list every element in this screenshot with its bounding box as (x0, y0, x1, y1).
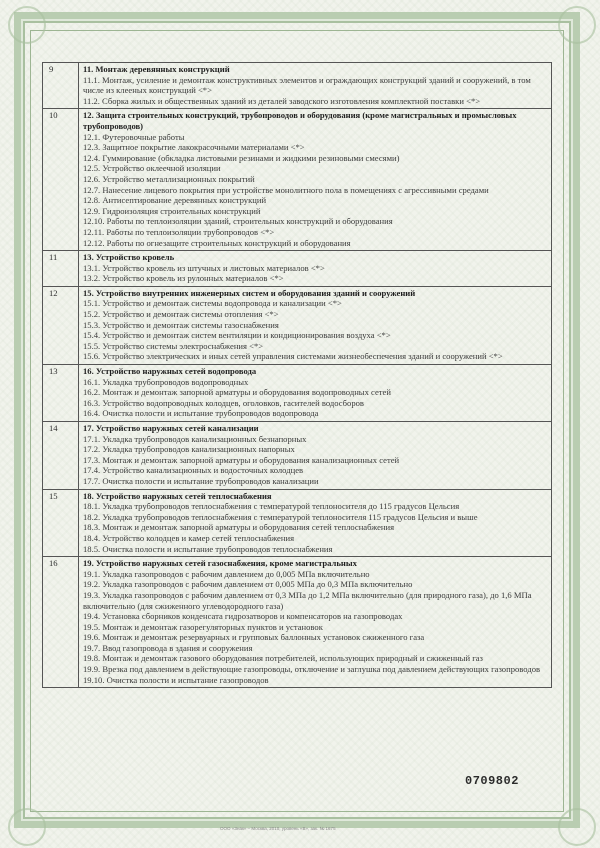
work-item: 12.9. Гидроизоляция строительных конструкций (83, 205, 261, 216)
work-item: 18.5. Очистка полости и испытание трубопроводов теплоснабжения (83, 543, 333, 554)
work-item: 19.8. Монтаж и демонтаж газового оборудования потребителей, использующих природный и сжиженный газ (83, 653, 483, 664)
work-item: 16.4. Очистка полости и испытание трубопроводов водопровода (83, 408, 319, 419)
work-item: 19.5. Монтаж и демонтаж газорегуляторных пунктов и установок (83, 621, 323, 632)
work-item: 18.2. Укладка трубопроводов теплоснабжения с температурой теплоносителя 115 градусов Цельсия и выше (83, 511, 478, 522)
work-item: 12.4. Гуммирование (обкладка листовыми резинами и жидкими резиновыми смесями) (83, 152, 400, 163)
row-content (79, 489, 552, 557)
table-row (43, 251, 552, 287)
row-content (79, 63, 552, 109)
row-content (79, 422, 552, 490)
work-item: 17.7. Очистка полости и испытание трубопроводов канализации (83, 475, 319, 486)
table-row (43, 365, 552, 422)
section-title: 19. Устройство наружных сетей газоснабжения, кроме магистральных (83, 558, 357, 569)
work-item: 15.3. Устройство и демонтаж системы газоснабжения (83, 319, 279, 330)
work-item: 16.2. Монтаж и демонтаж запорной арматуры и оборудования водопроводных сетей (83, 387, 391, 398)
row-number: 13 (43, 365, 79, 422)
work-item: 13.1. Устройство кровель из штучных и листовых материалов <*> (83, 262, 325, 273)
section-title: 11. Монтаж деревянных конструкций (83, 64, 230, 74)
section-title: 13. Устройство кровель (83, 252, 175, 263)
work-item: 12.12. Работы по огнезащите строительных конструкций и оборудования (83, 237, 351, 248)
work-item: 18.4. Устройство колодцев и камер сетей теплоснабжения (83, 532, 295, 543)
table-row (43, 109, 552, 251)
table-row (43, 286, 552, 364)
row-number: 16 (43, 557, 79, 688)
work-item: 16.3. Устройство водопроводных колодцев, оголовков, гасителей водосборов (83, 397, 364, 408)
section-title: 15. Устройство внутренних инженерных систем и оборудования зданий и сооружений (83, 287, 416, 298)
work-item: 11.1. Монтаж, усиление и демонтаж конструктивных элементов и ограждающих конструкций зданий и сооружений, в том числе из клееных конструкций <*> (83, 74, 531, 96)
work-item: 15.5. Устройство системы электроснабжения <*> (83, 340, 264, 351)
works-table (42, 62, 552, 688)
work-item: 12.10. Работы по теплоизоляции зданий, строительных конструкций и оборудования (83, 216, 393, 227)
work-item: 19.2. Укладка газопроводов с рабочим давлением от 0,005 МПа до 0,3 МПа включительно (83, 579, 413, 590)
work-item: 17.2. Укладка трубопроводов канализационных напорных (83, 444, 295, 455)
work-item: 12.8. Антисептирование деревянных конструкций (83, 195, 267, 206)
work-item: 16.1. Укладка трубопроводов водопроводных (83, 376, 249, 387)
table-row (43, 489, 552, 557)
work-item: 19.7. Ввод газопровода в здания и сооружения (83, 642, 253, 653)
work-item: 12.11. Работы по теплоизоляции трубопроводов <*> (83, 226, 275, 237)
corner-ornament (8, 808, 46, 846)
work-item: 19.10. Очистка полости и испытание газопроводов (83, 674, 269, 685)
work-item: 12.6. Устройство металлизационных покрытий (83, 173, 255, 184)
table-row (43, 557, 552, 688)
corner-ornament (558, 808, 596, 846)
work-item: 15.6. Устройство электрических и иных сетей управления системами жизнеобеспечения зданий и сооружений <*> (83, 351, 503, 362)
printer-footer: ООО «Знак» – Москва, 2010, уровень «B», зак. № 1675 (220, 826, 336, 831)
serial-number: 0709802 (465, 774, 519, 788)
work-item: 12.1. Футеровочные работы (83, 131, 185, 142)
row-number: 10 (43, 109, 79, 251)
work-item: 19.1. Укладка газопроводов с рабочим давлением до 0,005 МПа включительно (83, 568, 370, 579)
work-item: 19.9. Врезка под давлением в действующие газопроводы, отключение и заглушка под давлением действующих газопроводов (83, 664, 541, 675)
row-number: 12 (43, 286, 79, 364)
table-row (43, 63, 552, 109)
work-item: 11.2. Сборка жилых и общественных зданий из деталей заводского изготовления комплектной поставки <*> (83, 95, 481, 106)
row-content (79, 251, 552, 287)
row-content (79, 365, 552, 422)
section-title: 17. Устройство наружных сетей канализации (83, 423, 259, 433)
work-item: 19.6. Монтаж и демонтаж резервуарных и групповых баллонных установок сжиженного газа (83, 632, 425, 643)
work-item: 12.5. Устройство оклеечной изоляции (83, 163, 221, 174)
corner-ornament (558, 6, 596, 44)
work-item: 15.4. Устройство и демонтаж систем вентиляции и кондиционирования воздуха <*> (83, 330, 391, 341)
row-content (79, 286, 552, 364)
section-title: 12. Защита строительных конструкций, трубопроводов и оборудования (кроме магистральных и промысловых трубопроводов) (83, 110, 517, 131)
row-number: 9 (43, 63, 79, 109)
work-item: 19.3. Укладка газопроводов с рабочим давлением от 0,3 МПа до 1,2 МПа включительно (для природного газа), до 1,6 МПа включительно (для сжиженного углеводородного газа) (83, 589, 532, 611)
work-item: 15.1. Устройство и демонтаж системы водопровода и канализации <*> (83, 298, 342, 309)
work-item: 17.4. Устройство канализационных и водосточных колодцев (83, 465, 304, 476)
row-content (79, 109, 552, 251)
work-item: 13.2. Устройство кровель из рулонных материалов <*> (83, 273, 284, 284)
section-title: 16. Устройство наружных сетей водопровода (83, 366, 257, 377)
row-number: 11 (43, 251, 79, 287)
work-item: 17.1. Укладка трубопроводов канализационных безнапорных (83, 433, 307, 444)
row-number: 14 (43, 422, 79, 490)
work-item: 18.3. Монтаж и демонтаж запорной арматуры и оборудования сетей теплоснабжения (83, 522, 395, 533)
row-number: 15 (43, 489, 79, 557)
row-content (79, 557, 552, 688)
work-item: 18.1. Укладка трубопроводов теплоснабжения с температурой теплоносителя до 115 градусов Цельсия (83, 501, 460, 512)
section-title: 18. Устройство наружных сетей теплоснабжения (83, 490, 272, 501)
work-item: 17.3. Монтаж и демонтаж запорной арматуры и оборудования канализационных сетей (83, 454, 400, 465)
work-item: 15.2. Устройство и демонтаж системы отопления <*> (83, 309, 279, 320)
table-row (43, 422, 552, 490)
corner-ornament (8, 6, 46, 44)
work-item: 12.7. Нанесение лицевого покрытия при устройстве монолитного пола в помещениях с агрессивными средами (83, 184, 489, 195)
work-item: 19.4. Установка сборников конденсата гидрозатворов и компенсаторов на газопроводах (83, 611, 403, 622)
work-item: 12.3. Защитное покрытие лакокрасочными материалами <*> (83, 142, 305, 153)
